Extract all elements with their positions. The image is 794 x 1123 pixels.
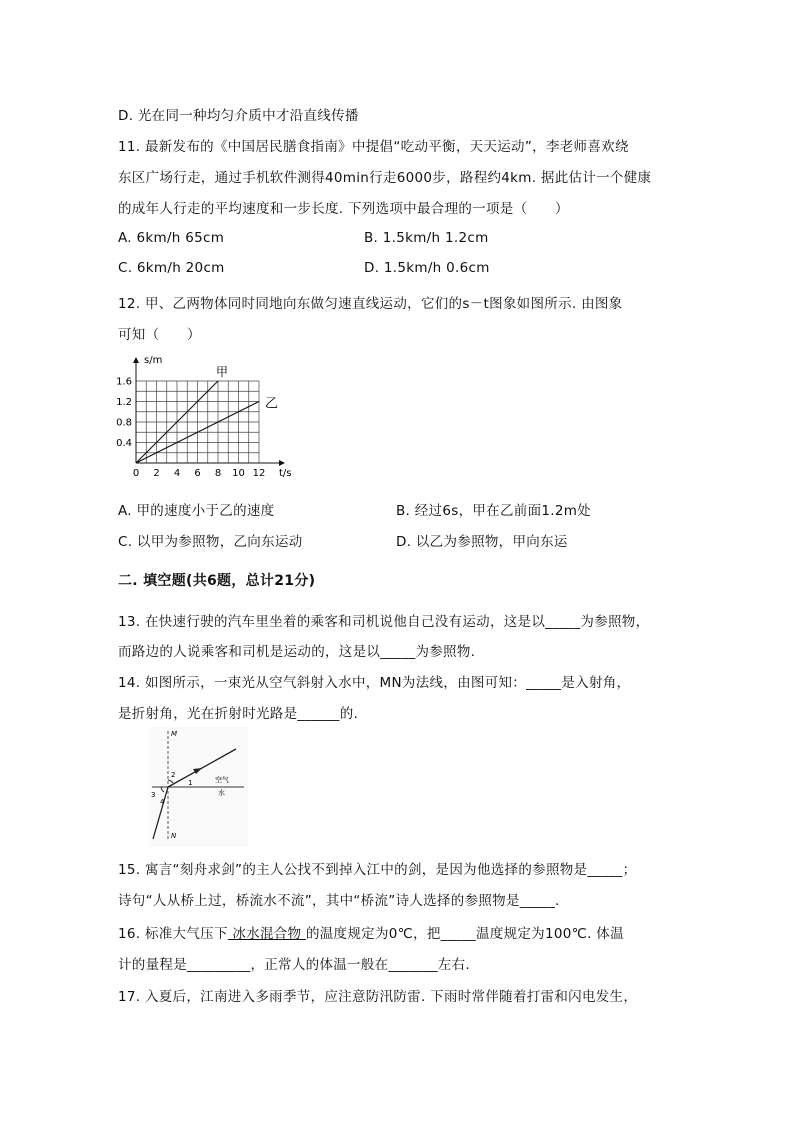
q10-option-d: D. 光在同一种均匀介质中才沿直线传播 [118,108,359,124]
x-axis-arrow-icon [279,460,285,466]
q16-line-1-pre: 16. 标准大气压下 [118,926,228,942]
y-tick-label: 1.6 [116,376,132,388]
q11-option-d: D. 1.5km/h 0.6cm [364,260,490,276]
q13-line-1: 13. 在快速行驶的汽车里坐着的乘客和司机说他自己没有运动，这是以_____为参照物， [118,614,650,630]
q11-line-3: 的成年人行走的平均速度和一步长度. 下列选项中最合理的一项是（ ） [118,201,569,217]
y-axis-label: s/m [144,355,163,366]
q17-line-1: 17. 入夏后，江南进入多雨季节，应注意防汛防雷. 下雨时常伴随着打雷和闪电发生， [118,989,638,1005]
q16-line-1-post: 的温度规定为0℃，把_____温度规定为100℃. 体温 [305,926,624,942]
q12-option-c: C. 以甲为参照物，乙向东运动 [118,534,303,550]
q16-line-2: 计的量程是_________，正常人的体温一般在_______左右. [118,957,470,973]
x-tick-label: 8 [214,468,222,479]
y-tick-label: 0.8 [116,417,132,429]
q13-line-2: 而路边的人说乘客和司机是运动的，这是以_____为参照物. [118,644,476,660]
section-2-title: 二. 填空题(共6题，总计21分) [118,573,316,589]
q11-line-1: 11. 最新发布的《中国居民膳食指南》中提倡“吃动平衡，天天运动”，李老师喜欢绕 [118,139,629,155]
st-chart [115,350,305,485]
x-tick-label: 4 [173,468,181,479]
q12-option-b: B. 经过6s，甲在乙前面1.2m处 [396,503,591,519]
x-tick-label: 0 [132,468,140,479]
refraction-figure [148,727,248,847]
label-angle-4: 4 [160,798,165,806]
q11-line-2: 东区广场行走，通过手机软件测得40min行走6000步，路程约4km. 据此估计一个健康 [118,170,652,186]
label-water: 水 [218,789,225,797]
x-tick-label: 10 [232,468,245,479]
label-angle-2: 2 [171,771,176,779]
q15-line-1: 15. 寓言“刻舟求剑”的主人公找不到掉入江中的剑，是因为他选择的参照物是_____； [118,862,637,878]
x-tick-label: 6 [194,468,201,479]
x-axis-label: t/s [279,468,292,479]
q12-line-2: 可知（ ） [118,327,201,343]
q11-option-b: B. 1.5km/h 1.2cm [364,230,489,246]
q11-option-c: C. 6km/h 20cm [118,260,225,276]
q11-option-a: A. 6km/h 65cm [118,230,225,246]
q12-option-d: D. 以乙为参照物，甲向东运 [396,534,568,550]
chart-grid [136,381,259,463]
q16-fill-answer: 冰水混合物 [227,926,306,942]
label-n: N [171,832,177,840]
q14-line-2: 是折射角，光在折射时光路是______的. [118,706,359,722]
label-air: 空气 [215,776,229,784]
x-tick-label: 12 [252,468,266,479]
x-tick-label: 2 [153,468,160,479]
series-label-jia: 甲 [216,365,229,379]
label-angle-1: 1 [188,779,193,787]
y-axis-arrow-icon [133,357,139,363]
y-tick-label: 1.2 [116,397,132,408]
series-label-yi: 乙 [265,396,279,412]
q14-line-1: 14. 如图所示，一束光从空气斜射入水中，MN为法线，由图可知：_____是入射角， [118,675,631,691]
q15-line-2: 诗句“人从桥上过，桥流水不流”，其中“桥流”诗人选择的参照物是_____. [118,893,560,909]
label-m: M [171,730,178,738]
q12-line-1: 12. 甲、乙两物体同时同地向东做匀速直线运动，它们的s－t图象如图所示. 由图象 [118,296,623,312]
label-angle-3: 3 [151,791,156,799]
q16-line-1 [118,922,624,942]
q12-option-a: A. 甲的速度小于乙的速度 [118,503,275,519]
y-tick-label: 0.4 [116,438,132,449]
